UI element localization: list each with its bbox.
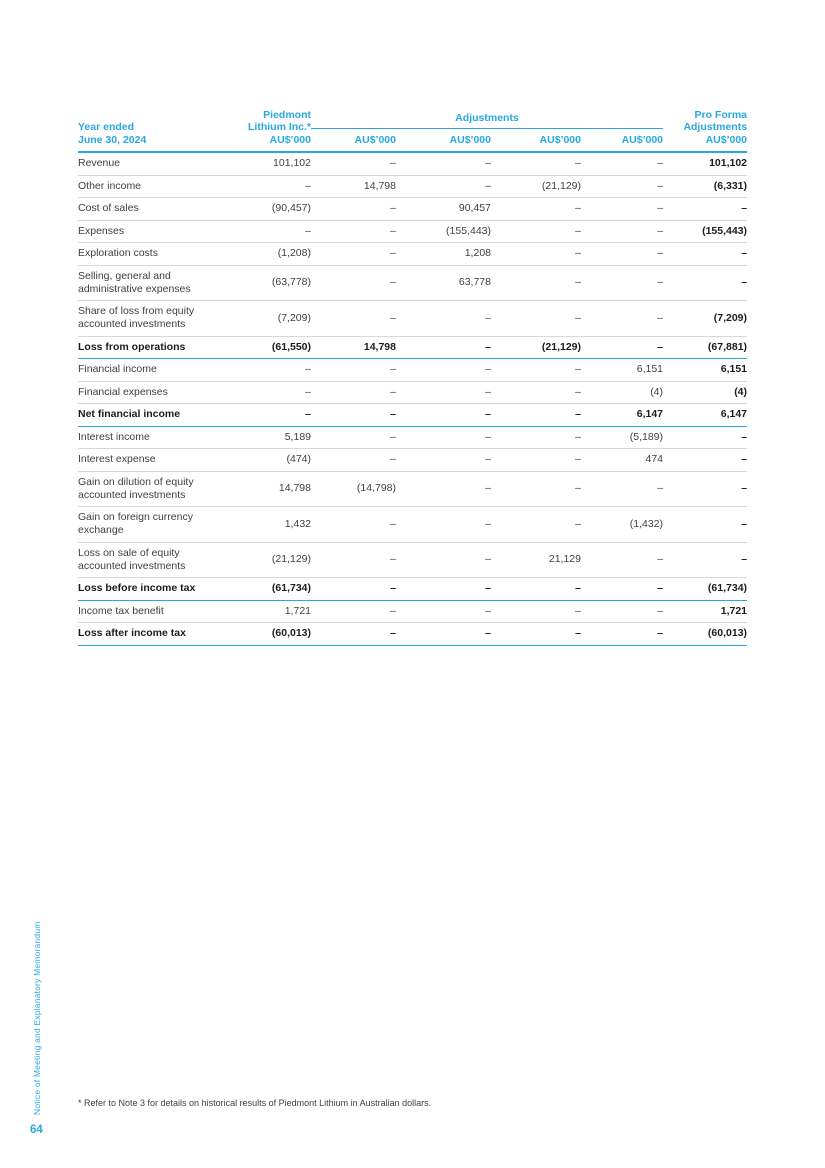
header-piedmont-unit: AU$’000: [269, 133, 311, 146]
cell-value: –: [581, 198, 663, 221]
cell-value: –: [581, 152, 663, 175]
row-label: Share of loss from equity accounted investments: [78, 301, 238, 337]
row-label: Revenue: [78, 152, 238, 175]
header-proforma-unit: AU$’000: [705, 133, 748, 146]
cell-pro-forma-value: 6,147: [663, 404, 747, 427]
cell-value: –: [311, 198, 396, 221]
cell-pro-forma-value: (60,013): [663, 623, 747, 646]
row-label: Financial expenses: [78, 381, 238, 404]
header-adjustment-unit-4: AU$’000: [581, 128, 663, 152]
table-row: [78, 265, 747, 301]
cell-value: –: [311, 507, 396, 543]
cell-value: –: [491, 152, 581, 175]
cell-value: –: [311, 243, 396, 266]
cell-value: –: [396, 471, 491, 507]
cell-value: –: [238, 359, 311, 382]
sidebar-vertical-text: Notice of Meeting and Explanatory Memorandum: [32, 921, 42, 1115]
cell-value: 1,432: [238, 507, 311, 543]
table-row: [78, 404, 747, 427]
cell-value: 90,457: [396, 198, 491, 221]
row-label: Gain on foreign currency exchange: [78, 507, 238, 543]
cell-value: –: [491, 381, 581, 404]
row-label: Gain on dilution of equity accounted investments: [78, 471, 238, 507]
cell-value: (90,457): [238, 198, 311, 221]
cell-value: –: [311, 623, 396, 646]
cell-value: 63,778: [396, 265, 491, 301]
table-row: [78, 198, 747, 221]
row-label: Loss on sale of equity accounted investments: [78, 542, 238, 578]
cell-pro-forma-value: –: [663, 507, 747, 543]
header-piedmont-line1: Piedmont: [263, 108, 311, 121]
table-header: [78, 100, 747, 152]
cell-value: –: [491, 265, 581, 301]
cell-value: –: [311, 426, 396, 449]
footnote: * Refer to Note 3 for details on historical results of Piedmont Lithium in Australian dollars.: [78, 1098, 432, 1108]
row-label: Interest income: [78, 426, 238, 449]
row-label: Net financial income: [78, 404, 238, 427]
row-label: Financial income: [78, 359, 238, 382]
cell-value: –: [581, 175, 663, 198]
cell-pro-forma-value: –: [663, 542, 747, 578]
cell-value: –: [311, 220, 396, 243]
cell-pro-forma-value: 101,102: [663, 152, 747, 175]
cell-pro-forma-value: –: [663, 198, 747, 221]
table-row: [78, 301, 747, 337]
header-piedmont-line2: Lithium Inc.*: [248, 121, 311, 133]
cell-value: 21,129: [491, 542, 581, 578]
cell-value: –: [396, 404, 491, 427]
row-label: Loss after income tax: [78, 623, 238, 646]
cell-pro-forma-value: 6,151: [663, 359, 747, 382]
cell-value: –: [491, 578, 581, 601]
cell-value: –: [581, 623, 663, 646]
cell-value: (61,734): [238, 578, 311, 601]
cell-value: 5,189: [238, 426, 311, 449]
header-piedmont-lithium: [238, 100, 311, 152]
cell-value: –: [581, 243, 663, 266]
cell-value: –: [396, 507, 491, 543]
cell-value: 14,798: [311, 175, 396, 198]
cell-value: (4): [581, 381, 663, 404]
cell-value: –: [311, 381, 396, 404]
cell-value: –: [396, 542, 491, 578]
header-proforma-line1: Pro Forma: [694, 108, 748, 121]
cell-value: –: [491, 471, 581, 507]
cell-value: –: [581, 336, 663, 359]
cell-value: –: [311, 600, 396, 623]
cell-pro-forma-value: –: [663, 243, 747, 266]
header-year-line2: June 30, 2024: [78, 133, 147, 146]
row-label: Expenses: [78, 220, 238, 243]
table-row: [78, 578, 747, 601]
table-row: [78, 623, 747, 646]
header-adjustment-unit-3: AU$’000: [491, 128, 581, 152]
row-label: Other income: [78, 175, 238, 198]
cell-value: (474): [238, 449, 311, 472]
cell-value: –: [311, 359, 396, 382]
cell-value: –: [491, 507, 581, 543]
cell-value: –: [238, 175, 311, 198]
cell-value: –: [581, 301, 663, 337]
header-year-line1: Year ended: [78, 121, 135, 133]
cell-value: –: [491, 301, 581, 337]
cell-pro-forma-value: (155,443): [663, 220, 747, 243]
cell-value: –: [581, 542, 663, 578]
cell-value: –: [238, 404, 311, 427]
cell-value: –: [396, 175, 491, 198]
row-label: Loss from operations: [78, 336, 238, 359]
cell-value: 14,798: [238, 471, 311, 507]
cell-pro-forma-value: (6,331): [663, 175, 747, 198]
cell-value: 6,151: [581, 359, 663, 382]
cell-value: –: [581, 471, 663, 507]
row-label: Loss before income tax: [78, 578, 238, 601]
table-row: [78, 175, 747, 198]
cell-value: –: [396, 578, 491, 601]
header-year-ended: [78, 100, 238, 152]
cell-value: –: [238, 220, 311, 243]
cell-value: –: [581, 578, 663, 601]
cell-value: (61,550): [238, 336, 311, 359]
cell-value: –: [581, 600, 663, 623]
page-number: 64: [30, 1124, 43, 1136]
cell-pro-forma-value: (61,734): [663, 578, 747, 601]
header-adjustments-group: Adjustments: [311, 100, 663, 128]
pro-forma-income-table: [78, 100, 747, 646]
cell-value: –: [491, 404, 581, 427]
row-label: Selling, general and administrative expenses: [78, 265, 238, 301]
header-adjustment-unit-2: AU$’000: [396, 128, 491, 152]
table-row: [78, 542, 747, 578]
row-label: Income tax benefit: [78, 600, 238, 623]
cell-pro-forma-value: (67,881): [663, 336, 747, 359]
cell-value: (7,209): [238, 301, 311, 337]
cell-value: –: [491, 220, 581, 243]
cell-pro-forma-value: –: [663, 426, 747, 449]
cell-value: (63,778): [238, 265, 311, 301]
cell-value: –: [491, 243, 581, 266]
cell-pro-forma-value: –: [663, 471, 747, 507]
cell-value: –: [311, 152, 396, 175]
table-row: [78, 381, 747, 404]
cell-value: (21,129): [491, 336, 581, 359]
cell-value: 101,102: [238, 152, 311, 175]
cell-value: –: [396, 301, 491, 337]
cell-value: 474: [581, 449, 663, 472]
cell-value: (21,129): [238, 542, 311, 578]
cell-value: –: [396, 359, 491, 382]
table-row: [78, 449, 747, 472]
cell-value: (14,798): [311, 471, 396, 507]
cell-value: –: [396, 623, 491, 646]
cell-value: –: [311, 449, 396, 472]
table-row: [78, 243, 747, 266]
header-adjustment-unit-1: AU$’000: [311, 128, 396, 152]
cell-pro-forma-value: (4): [663, 381, 747, 404]
cell-pro-forma-value: –: [663, 265, 747, 301]
table-row: [78, 507, 747, 543]
table-row: [78, 220, 747, 243]
table-row: [78, 336, 747, 359]
cell-value: –: [396, 426, 491, 449]
table-row: [78, 600, 747, 623]
row-label: Exploration costs: [78, 243, 238, 266]
row-label: Interest expense: [78, 449, 238, 472]
cell-value: (1,432): [581, 507, 663, 543]
cell-value: –: [238, 381, 311, 404]
table-row: [78, 152, 747, 175]
table-body: [78, 152, 747, 645]
cell-value: –: [491, 449, 581, 472]
row-label: Cost of sales: [78, 198, 238, 221]
table-row: [78, 426, 747, 449]
cell-value: –: [396, 600, 491, 623]
cell-value: 14,798: [311, 336, 396, 359]
table-row: [78, 359, 747, 382]
cell-value: –: [491, 600, 581, 623]
cell-value: –: [491, 198, 581, 221]
cell-pro-forma-value: –: [663, 449, 747, 472]
cell-value: –: [491, 623, 581, 646]
cell-pro-forma-value: (7,209): [663, 301, 747, 337]
cell-value: 1,721: [238, 600, 311, 623]
cell-value: –: [311, 404, 396, 427]
cell-value: –: [311, 578, 396, 601]
cell-value: –: [396, 152, 491, 175]
cell-value: –: [311, 301, 396, 337]
cell-value: –: [491, 426, 581, 449]
cell-value: (5,189): [581, 426, 663, 449]
cell-value: –: [396, 336, 491, 359]
cell-value: (21,129): [491, 175, 581, 198]
cell-value: –: [311, 542, 396, 578]
cell-value: (60,013): [238, 623, 311, 646]
header-pro-forma: [663, 100, 747, 152]
cell-value: –: [311, 265, 396, 301]
cell-pro-forma-value: 1,721: [663, 600, 747, 623]
cell-value: –: [581, 265, 663, 301]
header-proforma-line2: Adjustments: [683, 121, 748, 133]
cell-value: –: [491, 359, 581, 382]
cell-value: –: [396, 449, 491, 472]
cell-value: 1,208: [396, 243, 491, 266]
cell-value: (1,208): [238, 243, 311, 266]
cell-value: –: [581, 220, 663, 243]
cell-value: 6,147: [581, 404, 663, 427]
table-row: [78, 471, 747, 507]
cell-value: –: [396, 381, 491, 404]
cell-value: (155,443): [396, 220, 491, 243]
